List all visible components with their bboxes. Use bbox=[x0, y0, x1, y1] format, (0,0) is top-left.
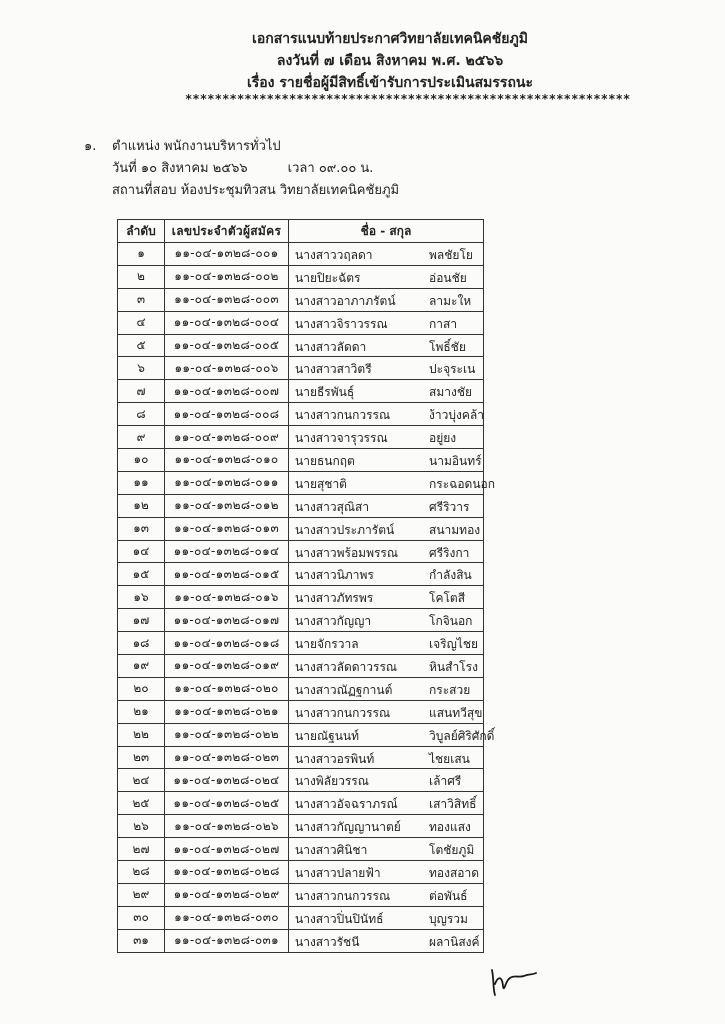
cell-no: ๒๘ bbox=[118, 861, 165, 884]
first-name: นางสาวจิราวรรณ bbox=[295, 316, 388, 331]
cell-no: ๓๑ bbox=[118, 929, 165, 952]
table-row bbox=[118, 380, 484, 403]
cell-no: ๑๘ bbox=[118, 632, 165, 655]
cell-no: ๙ bbox=[118, 426, 165, 449]
table-row bbox=[118, 792, 484, 815]
table-row bbox=[118, 265, 484, 288]
cell-no: ๕ bbox=[118, 334, 165, 357]
last-name: อยู่ยง bbox=[429, 431, 457, 446]
table-row bbox=[118, 929, 484, 952]
document-header bbox=[180, 28, 600, 94]
datetime-line bbox=[112, 158, 399, 180]
cell-no: ๘ bbox=[118, 403, 165, 426]
table-row bbox=[118, 861, 484, 884]
table-header-row bbox=[118, 220, 484, 243]
last-name: โตชัยภูมิ bbox=[429, 843, 475, 858]
cell-no: ๑๔ bbox=[118, 540, 165, 563]
cell-applicant-id: ๑๑-๐๔-๑๓๒๘-๐๑๔ bbox=[165, 540, 289, 563]
cell-name bbox=[289, 243, 484, 266]
cell-no: ๗ bbox=[118, 380, 165, 403]
cell-no: ๑๕ bbox=[118, 563, 165, 586]
first-name: นางพิลัยวรรณ bbox=[295, 774, 369, 789]
cell-no: ๒๖ bbox=[118, 815, 165, 838]
cell-name bbox=[289, 265, 484, 288]
column-header-name: ชื่อ - สกุล bbox=[289, 220, 484, 243]
cell-no: ๖ bbox=[118, 357, 165, 380]
cell-applicant-id: ๑๑-๐๔-๑๓๒๘-๐๐๕ bbox=[165, 334, 289, 357]
cell-applicant-id: ๑๑-๐๔-๑๓๒๘-๐๐๑ bbox=[165, 243, 289, 266]
cell-no: ๑๑ bbox=[118, 471, 165, 494]
cell-name bbox=[289, 906, 484, 929]
table-row bbox=[118, 334, 484, 357]
cell-name bbox=[289, 563, 484, 586]
last-name: พลชัยโย bbox=[429, 248, 473, 262]
cell-name bbox=[289, 792, 484, 815]
cell-name bbox=[289, 700, 484, 723]
last-name: ทองสอาด bbox=[429, 866, 480, 881]
cell-applicant-id: ๑๑-๐๔-๑๓๒๘-๐๓๐ bbox=[165, 906, 289, 929]
cell-applicant-id: ๑๑-๐๔-๑๓๒๘-๐๒๒ bbox=[165, 723, 289, 746]
first-name: นางสาวภัทรพร bbox=[295, 591, 374, 606]
cell-name bbox=[289, 883, 484, 906]
cell-name bbox=[289, 426, 484, 449]
last-name: บุญรวม bbox=[429, 911, 468, 926]
cell-no: ๑๗ bbox=[118, 609, 165, 632]
cell-name bbox=[289, 746, 484, 769]
cell-name bbox=[289, 517, 484, 540]
cell-no: ๑๓ bbox=[118, 517, 165, 540]
cell-applicant-id: ๑๑-๐๔-๑๓๒๘-๐๐๔ bbox=[165, 311, 289, 334]
cell-applicant-id: ๑๑-๐๔-๑๓๒๘-๐๑๗ bbox=[165, 609, 289, 632]
last-name: สนามทอง bbox=[429, 522, 481, 537]
last-name: โกจินอก bbox=[429, 614, 473, 629]
first-name: นายธีรพันธุ์ bbox=[295, 385, 355, 400]
table-row bbox=[118, 449, 484, 472]
cell-no: ๔ bbox=[118, 311, 165, 334]
cell-applicant-id: ๑๑-๐๔-๑๓๒๘-๐๒๗ bbox=[165, 838, 289, 861]
candidate-table bbox=[117, 219, 496, 953]
table-row bbox=[118, 540, 484, 563]
exam-info bbox=[84, 136, 400, 202]
cell-applicant-id: ๑๑-๐๔-๑๓๒๘-๐๒๔ bbox=[165, 769, 289, 792]
last-name: กระสวย bbox=[429, 682, 471, 697]
cell-name bbox=[289, 311, 484, 334]
cell-applicant-id: ๑๑-๐๔-๑๓๒๘-๐๐๘ bbox=[165, 403, 289, 426]
table-body bbox=[118, 243, 496, 953]
cell-name bbox=[289, 380, 484, 403]
cell-name bbox=[289, 288, 484, 311]
last-name: ต่อพันธ์ bbox=[429, 888, 468, 903]
cell-no: ๑๙ bbox=[118, 655, 165, 678]
last-name: ทองแสง bbox=[429, 820, 471, 835]
last-name: ปะจุระเน bbox=[429, 362, 476, 377]
last-name: ง้าวบุ่งคล้า bbox=[429, 408, 484, 423]
last-name: ศรีริวาร bbox=[429, 499, 470, 514]
cell-no: ๒๙ bbox=[118, 883, 165, 906]
last-name: สมางชัย bbox=[429, 385, 473, 400]
cell-applicant-id: ๑๑-๐๔-๑๓๒๘-๐๑๓ bbox=[165, 517, 289, 540]
venue-line: สถานที่สอบ ห้องประชุมทิวสน วิทยาลัยเทคนิคชัยภูมิ bbox=[112, 183, 400, 198]
cell-name bbox=[289, 632, 484, 655]
first-name: นางสาวกัญญานาตย์ bbox=[295, 820, 401, 835]
cell-name bbox=[289, 609, 484, 632]
column-header-id: เลขประจำตัวผู้สมัคร bbox=[165, 220, 289, 243]
cell-applicant-id: ๑๑-๐๔-๑๓๒๘-๐๓๑ bbox=[165, 929, 289, 952]
cell-name bbox=[289, 655, 484, 678]
table-row bbox=[118, 883, 484, 906]
cell-name bbox=[289, 494, 484, 517]
cell-applicant-id: ๑๑-๐๔-๑๓๒๘-๐๐๓ bbox=[165, 288, 289, 311]
table-row bbox=[118, 655, 484, 678]
table-row bbox=[118, 746, 484, 769]
last-name: กระฉอดนอก bbox=[429, 476, 496, 491]
cell-applicant-id: ๑๑-๐๔-๑๓๒๘-๐๑๙ bbox=[165, 655, 289, 678]
first-name: นางสาวสาวิตรี bbox=[295, 362, 372, 377]
first-name: นายปิยะฉัตร bbox=[295, 270, 361, 285]
cell-name bbox=[289, 540, 484, 563]
first-name: นางสาววฤลดา bbox=[295, 248, 373, 262]
cell-no: ๓ bbox=[118, 288, 165, 311]
header-subject: เรื่อง รายชื่อผู้มีสิทธิ์เข้ารับการประเมินสมรรถนะ bbox=[246, 75, 534, 91]
cell-no: ๑๒ bbox=[118, 494, 165, 517]
cell-applicant-id: ๑๑-๐๔-๑๓๒๘-๐๒๓ bbox=[165, 746, 289, 769]
table-row bbox=[118, 838, 484, 861]
cell-no: ๒๑ bbox=[118, 700, 165, 723]
table-row bbox=[118, 700, 484, 723]
cell-no: ๓๐ bbox=[118, 906, 165, 929]
first-name: นางสาวกนกวรรณ bbox=[295, 408, 391, 423]
cell-no: ๒๒ bbox=[118, 723, 165, 746]
table-row bbox=[118, 426, 484, 449]
cell-applicant-id: ๑๑-๐๔-๑๓๒๘-๐๒๙ bbox=[165, 883, 289, 906]
last-name: กำลังสิน bbox=[429, 568, 472, 583]
first-name: นางสาวนิภาพร bbox=[295, 568, 374, 583]
cell-name bbox=[289, 677, 484, 700]
last-name: หินสำโรง bbox=[429, 660, 478, 675]
cell-no: ๒๐ bbox=[118, 677, 165, 700]
cell-applicant-id: ๑๑-๐๔-๑๓๒๘-๐๒๐ bbox=[165, 677, 289, 700]
first-name: นายณัฐนนท์ bbox=[295, 728, 360, 743]
cell-applicant-id: ๑๑-๐๔-๑๓๒๘-๐๐๖ bbox=[165, 357, 289, 380]
header-title: เอกสารแนบท้ายประกาศวิทยาลัยเทคนิคชัยภูมิ bbox=[252, 31, 528, 47]
table-row bbox=[118, 357, 484, 380]
cell-applicant-id: ๑๑-๐๔-๑๓๒๘-๐๑๖ bbox=[165, 586, 289, 609]
cell-applicant-id: ๑๑-๐๔-๑๓๒๘-๐๑๘ bbox=[165, 632, 289, 655]
cell-applicant-id: ๑๑-๐๔-๑๓๒๘-๐๒๖ bbox=[165, 815, 289, 838]
cell-applicant-id: ๑๑-๐๔-๑๓๒๘-๐๑๑ bbox=[165, 471, 289, 494]
first-name: นางสาวประภารัตน์ bbox=[295, 522, 395, 537]
first-name: นางสาวจารุวรรณ bbox=[295, 431, 388, 446]
first-name: นางสาวอรพินท์ bbox=[295, 751, 375, 766]
first-name: นางสาวสุณิสา bbox=[295, 499, 370, 514]
first-name: นางสาวกนกวรรณ bbox=[295, 705, 391, 720]
last-name: แสนทวีสุข bbox=[429, 705, 483, 720]
last-name: ศรีริงกา bbox=[429, 545, 470, 560]
cell-applicant-id: ๑๑-๐๔-๑๓๒๘-๐๐๗ bbox=[165, 380, 289, 403]
last-name: ลามะให bbox=[429, 293, 472, 308]
exam-date: วันที่ ๑๐ สิงหาคม ๒๕๖๖ bbox=[112, 161, 248, 176]
first-name: นางสาวกัญญา bbox=[295, 614, 372, 629]
first-name: นางสาวอัจฉราภรณ์ bbox=[295, 797, 398, 812]
table-row bbox=[118, 815, 484, 838]
table-row bbox=[118, 471, 484, 494]
last-name: โพธิ์ชัย bbox=[429, 339, 466, 354]
last-name: กาสา bbox=[429, 316, 458, 331]
signature-initials bbox=[488, 962, 538, 998]
cell-name bbox=[289, 769, 484, 792]
last-name: ผลานิสงค์ bbox=[429, 934, 480, 949]
table-row bbox=[118, 609, 484, 632]
first-name: นางสาวกนกวรรณ bbox=[295, 888, 391, 903]
cell-name bbox=[289, 586, 484, 609]
table-row bbox=[118, 586, 484, 609]
header-divider: ************************************************************ bbox=[185, 92, 631, 106]
position-text: ตำแหน่ง พนักงานบริหารทั่วไป bbox=[112, 139, 281, 154]
first-name: นายธนกฤต bbox=[295, 454, 355, 469]
first-name: นายสุชาติ bbox=[295, 476, 347, 491]
cell-applicant-id: ๑๑-๐๔-๑๓๒๘-๐๒๘ bbox=[165, 861, 289, 884]
cell-name bbox=[289, 357, 484, 380]
cell-no: ๒ bbox=[118, 265, 165, 288]
last-name: โคโตสี bbox=[429, 591, 466, 606]
table-row bbox=[118, 563, 484, 586]
cell-applicant-id: ๑๑-๐๔-๑๓๒๘-๐๒๕ bbox=[165, 792, 289, 815]
cell-applicant-id: ๑๑-๐๔-๑๓๒๘-๐๒๑ bbox=[165, 700, 289, 723]
table-row bbox=[118, 517, 484, 540]
cell-no: ๑ bbox=[118, 243, 165, 266]
cell-no: ๒๔ bbox=[118, 769, 165, 792]
cell-no: ๒๓ bbox=[118, 746, 165, 769]
first-name: นางสาวพร้อมพรรณ bbox=[295, 545, 399, 560]
last-name: วิบูลย์ศิริศักดิ์ bbox=[429, 728, 495, 743]
first-name: นางสาวรัชนี bbox=[295, 934, 360, 949]
table-row bbox=[118, 288, 484, 311]
cell-no: ๒๗ bbox=[118, 838, 165, 861]
cell-applicant-id: ๑๑-๐๔-๑๓๒๘-๐๑๐ bbox=[165, 449, 289, 472]
cell-name bbox=[289, 838, 484, 861]
cell-name bbox=[289, 449, 484, 472]
table-row bbox=[118, 403, 484, 426]
cell-applicant-id: ๑๑-๐๔-๑๓๒๘-๐๑๒ bbox=[165, 494, 289, 517]
cell-name bbox=[289, 815, 484, 838]
header-date: ลงวันที่ ๗ เดือน สิงหาคม พ.ศ. ๒๕๖๖ bbox=[276, 53, 504, 69]
first-name: นายจักรวาล bbox=[295, 637, 359, 652]
position-line bbox=[84, 136, 399, 158]
cell-name bbox=[289, 929, 484, 952]
section-number: ๑. bbox=[84, 139, 97, 154]
cell-name bbox=[289, 861, 484, 884]
cell-name bbox=[289, 334, 484, 357]
cell-no: ๒๕ bbox=[118, 792, 165, 815]
cell-name bbox=[289, 723, 495, 746]
last-name: ไชยเสน bbox=[429, 751, 470, 766]
first-name: นางสาวลัดดา bbox=[295, 339, 367, 354]
cell-applicant-id: ๑๑-๐๔-๑๓๒๘-๐๑๕ bbox=[165, 563, 289, 586]
table-row bbox=[118, 769, 484, 792]
last-name: อ่อนชัย bbox=[429, 270, 467, 285]
cell-applicant-id: ๑๑-๐๔-๑๓๒๘-๐๐๙ bbox=[165, 426, 289, 449]
cell-name bbox=[289, 403, 484, 426]
first-name: นางสาวปิ่นปินัทธ์ bbox=[295, 911, 384, 926]
table-row bbox=[118, 243, 484, 266]
table-row bbox=[118, 723, 484, 746]
table-row bbox=[118, 677, 484, 700]
last-name: นามอินทร์ bbox=[429, 454, 482, 469]
first-name: นางสาวอาภาภรัตน์ bbox=[295, 293, 396, 308]
exam-time: เวลา ๐๙.๐๐ น. bbox=[287, 161, 374, 176]
table-row bbox=[118, 906, 484, 929]
cell-no: ๑๐ bbox=[118, 449, 165, 472]
cell-name bbox=[289, 471, 496, 494]
cell-applicant-id: ๑๑-๐๔-๑๓๒๘-๐๐๒ bbox=[165, 265, 289, 288]
first-name: นางสาวณัฏฐกานต์ bbox=[295, 682, 393, 697]
table-row bbox=[118, 311, 484, 334]
cell-no: ๑๖ bbox=[118, 586, 165, 609]
table-row bbox=[118, 494, 484, 517]
last-name: เล้าศรี bbox=[429, 774, 462, 789]
last-name: เสาวิสิทธิ์ bbox=[429, 797, 477, 812]
first-name: นางสาวศินิชา bbox=[295, 843, 368, 858]
last-name: เจริญไชย bbox=[429, 637, 479, 652]
column-header-no: ลำดับ bbox=[118, 220, 165, 243]
table-row bbox=[118, 632, 484, 655]
first-name: นางสาวลัดดาวรรณ bbox=[295, 660, 398, 675]
first-name: นางสาวปลายฟ้า bbox=[295, 866, 381, 881]
